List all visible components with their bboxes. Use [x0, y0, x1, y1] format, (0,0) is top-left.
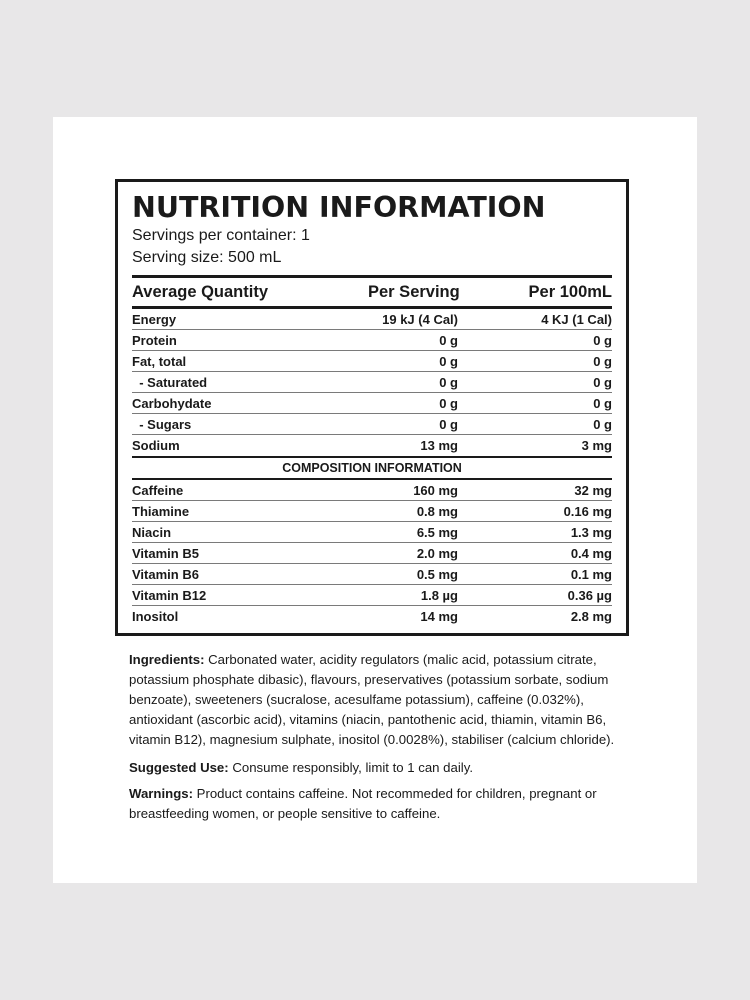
row-name: - Saturated: [132, 374, 208, 390]
row-per-100ml: 2.8 mg: [570, 609, 612, 624]
table-row: [132, 330, 612, 351]
table-row: [132, 480, 612, 501]
row-name: Niacin: [132, 524, 172, 540]
row-per-serving: 0 g: [439, 332, 458, 348]
warnings-label: Warnings:: [129, 786, 193, 801]
row-per-100ml: 0 g: [593, 332, 612, 348]
label-card: [53, 117, 697, 883]
row-per-serving: 14 mg: [420, 609, 458, 624]
table-row: [132, 414, 612, 435]
ingredients-text: Carbonated water, acidity regulators (malic acid, potassium citrate, potassium phosphate dibasic), flavours, preservatives (potassium sorbate, sodium benzoate), sweeteners (sucralose, acesulfame potassium), caffeine (0.032%), antioxidant (ascorbic acid), vitamins (niacin, pantothenic acid, thiamin, vitamin B6, vitamin B12), magnesium sulphate, inositol (0.0028%), stabiliser (calcium chloride).: [129, 652, 615, 747]
warnings-paragraph: [129, 784, 629, 824]
row-name: Carbohydate: [132, 395, 212, 411]
row-per-serving: 2.0 mg: [416, 545, 458, 561]
nutrition-panel: [115, 179, 629, 636]
row-per-serving: 160 mg: [413, 482, 458, 498]
row-per-100ml: 0.16 mg: [563, 503, 612, 519]
row-name: Vitamin B12: [132, 587, 207, 603]
row-per-100ml: 0 g: [593, 353, 612, 369]
table-row: [132, 564, 612, 585]
table-row: [132, 585, 612, 606]
row-name: Energy: [132, 311, 177, 327]
table-row: [132, 393, 612, 414]
composition-heading: COMPOSITION INFORMATION: [132, 458, 612, 480]
row-per-serving: 19 kJ (4 Cal): [382, 311, 458, 327]
ingredients-paragraph: [129, 650, 629, 750]
row-per-100ml: 0.36 µg: [567, 587, 612, 603]
suggested-use-text: Consume responsibly, limit to 1 can daily.: [228, 760, 473, 775]
servings-per-container: Servings per container: 1: [132, 227, 310, 244]
table-row: [132, 309, 612, 330]
ingredients-label: Ingredients:: [129, 652, 205, 667]
table-row: [132, 606, 612, 627]
row-per-100ml: 3 mg: [581, 438, 612, 453]
table-row: [132, 522, 612, 543]
table-row: [132, 543, 612, 564]
row-per-serving: 0 g: [439, 374, 458, 390]
row-per-serving: 0 g: [439, 416, 458, 432]
row-per-100ml: 0.1 mg: [570, 566, 612, 582]
row-per-100ml: 0 g: [593, 416, 612, 432]
table-row: [132, 435, 612, 456]
row-name: Inositol: [132, 609, 179, 624]
header-per-serving: Per Serving: [368, 282, 460, 301]
table-row: [132, 372, 612, 393]
nutrition-table: [132, 309, 612, 456]
row-per-100ml: 4 KJ (1 Cal): [541, 311, 612, 327]
row-per-100ml: 32 mg: [574, 482, 612, 498]
serving-size: Serving size: 500 mL: [132, 249, 282, 266]
row-per-100ml: 0 g: [593, 374, 612, 390]
row-per-serving: 0.5 mg: [416, 566, 458, 582]
row-name: Vitamin B5: [132, 545, 199, 561]
row-per-serving: 0.8 mg: [416, 503, 458, 519]
warnings-text: Product contains caffeine. Not recommeded for children, pregnant or breastfeeding women, or people sensitive to caffeine.: [129, 786, 597, 821]
composition-table: [132, 480, 612, 627]
table-row: [132, 501, 612, 522]
row-name: Thiamine: [132, 503, 190, 519]
row-name: Fat, total: [132, 353, 187, 369]
row-name: - Sugars: [132, 416, 192, 432]
row-per-serving: 0 g: [439, 395, 458, 411]
row-name: Caffeine: [132, 482, 184, 498]
row-name: Protein: [132, 332, 177, 348]
header-per-100ml: Per 100mL: [528, 282, 612, 301]
row-per-100ml: 1.3 mg: [570, 524, 612, 540]
suggested-use-paragraph: [129, 758, 629, 778]
panel-title: NUTRITION INFORMATION: [132, 191, 546, 224]
suggested-use-label: Suggested Use:: [129, 760, 229, 775]
row-per-100ml: 0 g: [593, 395, 612, 411]
row-per-serving: 0 g: [439, 353, 458, 369]
table-header-row: [132, 278, 612, 306]
row-per-100ml: 0.4 mg: [570, 545, 612, 561]
table-row: [132, 351, 612, 372]
row-per-serving: 1.8 µg: [420, 587, 458, 603]
row-name: Vitamin B6: [132, 566, 199, 582]
header-average-quantity: Average Quantity: [132, 282, 269, 301]
row-per-serving: 6.5 mg: [416, 524, 458, 540]
row-per-serving: 13 mg: [420, 438, 458, 453]
row-name: Sodium: [132, 438, 180, 453]
